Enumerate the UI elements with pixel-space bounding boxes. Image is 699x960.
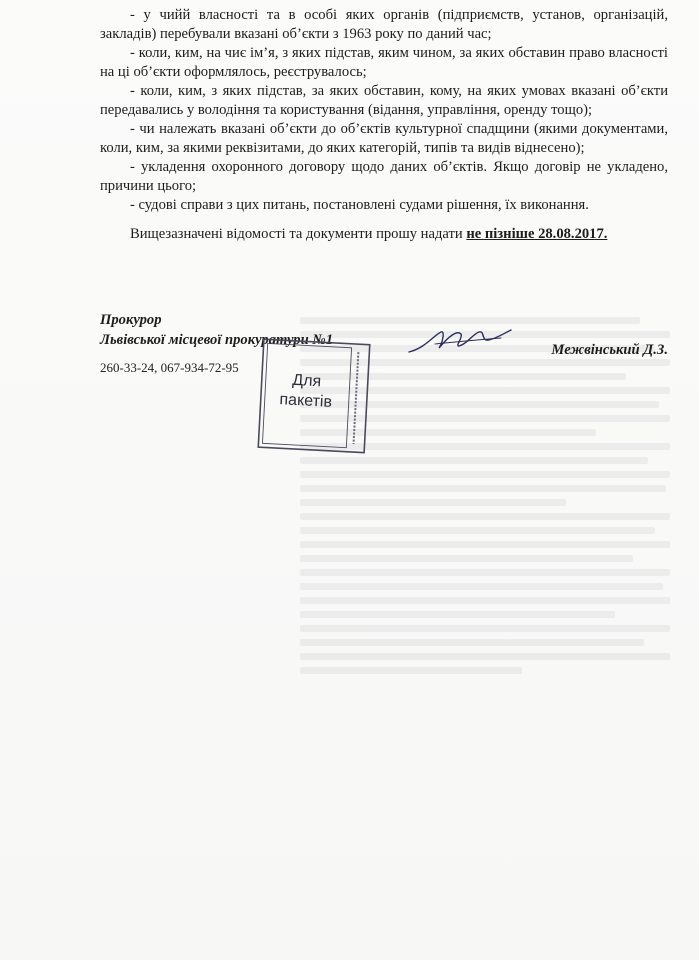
list-item: - судові справи з цих питань, постановлені судами рішення, їх виконання. <box>130 197 589 213</box>
signer-position: Прокурор <box>100 312 162 328</box>
handwritten-signature <box>405 322 515 358</box>
letter-body <box>100 6 668 244</box>
list-item: - коли, ким, на чиє ім’я, з яких підстав, яким чином, за яких обставин право власності на ці об’єкти оформлялось, реєструвалось; <box>100 45 668 80</box>
request-text: Вищезазначені відомості та документи прошу надати <box>130 226 463 242</box>
list-item: - чи належать вказані об’єкти до об’єктів культурної спадщини (якими документами, коли, ким, за якими реквізитами, до яких категорій, типів та видів віднесено); <box>100 121 668 156</box>
list-item: - укладення охоронного договору щодо даних об’єктів. Якщо договір не укладено, причини цього; <box>100 159 668 194</box>
request-paragraph <box>100 225 668 244</box>
deadline: не пізніше 28.08.2017. <box>466 226 608 242</box>
signer-office: Львівської місцевої прокуратури №1 <box>100 332 333 348</box>
stamp-text: Для пакетів <box>279 371 333 411</box>
list-item: - коли, ким, з яких підстав, за яких обставин, кому, на яких умовах вказані об’єкти передавались у володіння та користування (відання, управління, оренду тощо); <box>100 83 668 118</box>
list-item: - у чийй власності та в особі яких органів (підприємств, установ, організацій, закладів) перебували вказані об’єкти з 1963 року по даний час; <box>100 7 668 42</box>
signer-name: Межвінський Д.З. <box>551 342 668 358</box>
stamp <box>242 332 388 459</box>
contact-phones: 260-33-24, 067-934-72-95 <box>100 360 239 375</box>
